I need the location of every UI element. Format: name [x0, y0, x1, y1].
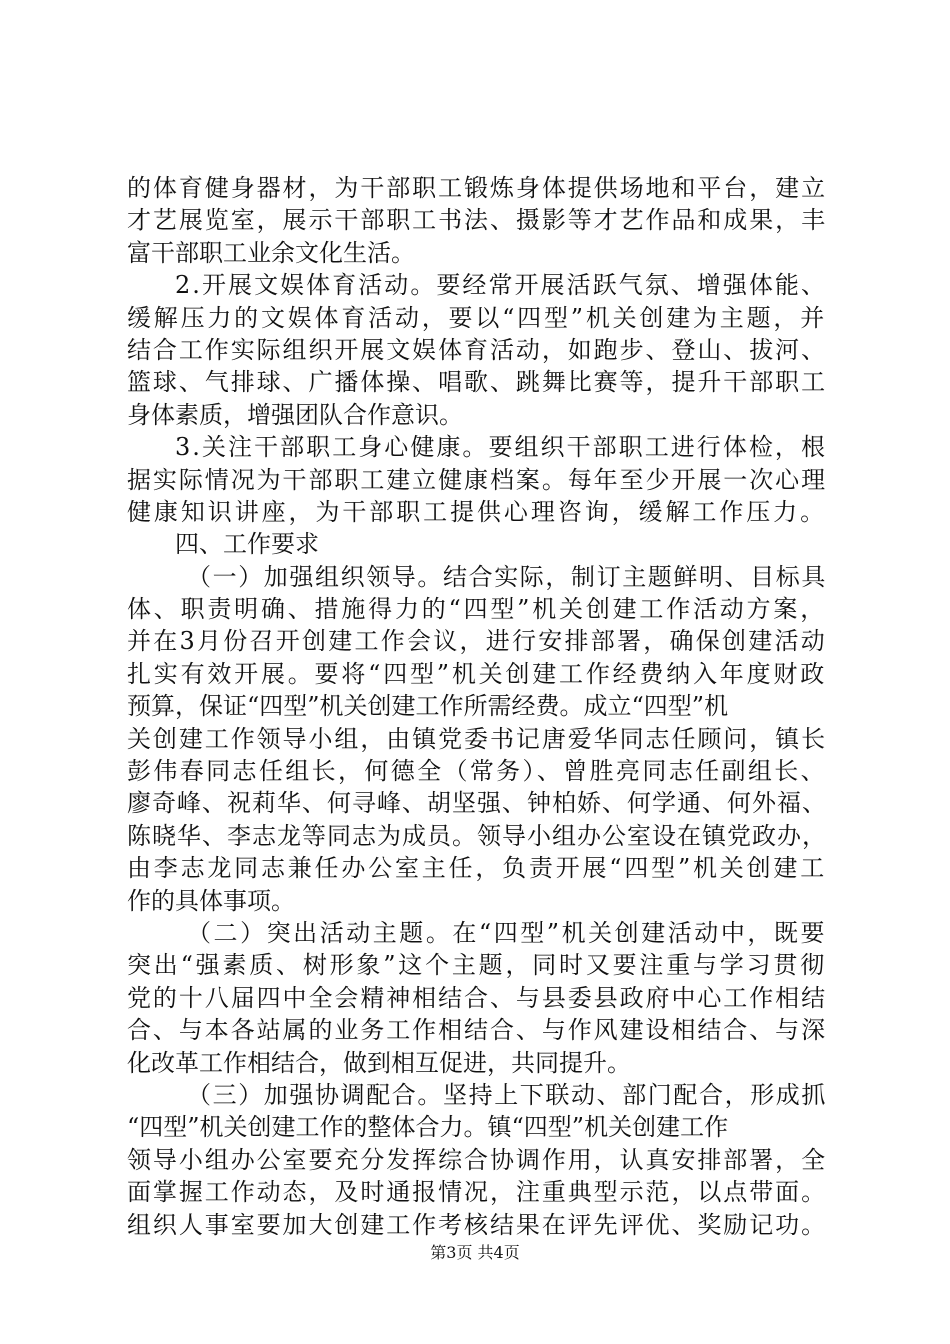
- text-line: 并在3月份召开创建工作会议，进行安排部署，确保创建活动: [127, 627, 827, 656]
- text-line: 化改革工作相结合，做到相互促进，共同提升。: [127, 1048, 631, 1077]
- text-line: 领导小组办公室要充分发挥综合协调作用，认真安排部署，全: [127, 1145, 827, 1174]
- text-line: 篮球、气排球、广播体操、唱歌、跳舞比赛等，提升干部职工: [127, 368, 827, 397]
- text-line: 预算，保证“四型”机关创建工作所需经费。成立“四型”机: [127, 692, 729, 721]
- text-line: 健康知识讲座，为干部职工提供心理咨询，缓解工作压力。: [127, 497, 827, 526]
- text-line: 作的具体事项。: [127, 886, 295, 915]
- text-line: 突出“强素质、树形象”这个主题，同时又要注重与学习贯彻: [127, 951, 827, 980]
- text-line: （三）加强协调配合。坚持上下联动、部门配合，形成抓: [187, 1080, 827, 1109]
- document-body: [127, 172, 827, 1241]
- text-line: 身体素质，增强团队合作意识。: [127, 400, 463, 429]
- text-line: 2.开展文娱体育活动。要经常开展活跃气氛、增强体能、: [175, 271, 827, 300]
- text-line: 缓解压力的文娱体育活动，要以“四型”机关创建为主题，并: [127, 303, 827, 332]
- text-line: 陈晓华、李志龙等同志为成员。领导小组办公室设在镇党政办，: [127, 821, 827, 850]
- text-line: 富干部职工业余文化生活。: [127, 238, 415, 267]
- text-line: 合、与本各站属的业务工作相结合、与作风建设相结合、与深: [127, 1016, 827, 1045]
- text-line: 结合工作实际组织开展文娱体育活动，如跑步、登山、拔河、: [127, 335, 827, 364]
- text-line: 面掌握工作动态，及时通报情况，注重典型示范，以点带面。: [127, 1178, 827, 1207]
- text-line: （一）加强组织领导。结合实际，制订主题鲜明、目标具: [187, 562, 827, 591]
- text-line: 由李志龙同志兼任办公室主任，负责开展“四型”机关创建工: [127, 854, 827, 883]
- text-line: 3.关注干部职工身心健康。要组织干部职工进行体检，根: [175, 433, 827, 462]
- text-line: “四型”机关创建工作的整体合力。镇“四型”机关创建工作: [127, 1113, 729, 1142]
- text-line: 四、工作要求: [175, 530, 319, 559]
- text-line: 廖奇峰、祝莉华、何寻峰、胡坚强、钟柏娇、何学通、何外福、: [127, 789, 827, 818]
- text-line: 才艺展览室，展示干部职工书法、摄影等才艺作品和成果，丰: [127, 206, 827, 235]
- text-line: 关创建工作领导小组，由镇党委书记唐爱华同志任顾问，镇长: [127, 724, 827, 753]
- text-line: 据实际情况为干部职工建立健康档案。每年至少开展一次心理: [127, 465, 827, 494]
- text-line: 扎实有效开展。要将“四型”机关创建工作经费纳入年度财政: [127, 659, 827, 688]
- page-footer: 第3页 共4页: [430, 1243, 520, 1262]
- text-line: 组织人事室要加大创建工作考核结果在评先评优、奖励记功。: [127, 1210, 827, 1239]
- text-line: 彭伟春同志任组长，何德全（常务）、曾胜亮同志任副组长、: [127, 757, 827, 786]
- text-line: 体、职责明确、措施得力的“四型”机关创建工作活动方案，: [127, 595, 827, 624]
- text-line: 的体育健身器材，为干部职工锻炼身体提供场地和平台，建立: [127, 174, 827, 202]
- text-line: （二）突出活动主题。在“四型”机关创建活动中，既要: [187, 918, 827, 947]
- text-line: 党的十八届四中全会精神相结合、与县委县政府中心工作相结: [127, 983, 827, 1012]
